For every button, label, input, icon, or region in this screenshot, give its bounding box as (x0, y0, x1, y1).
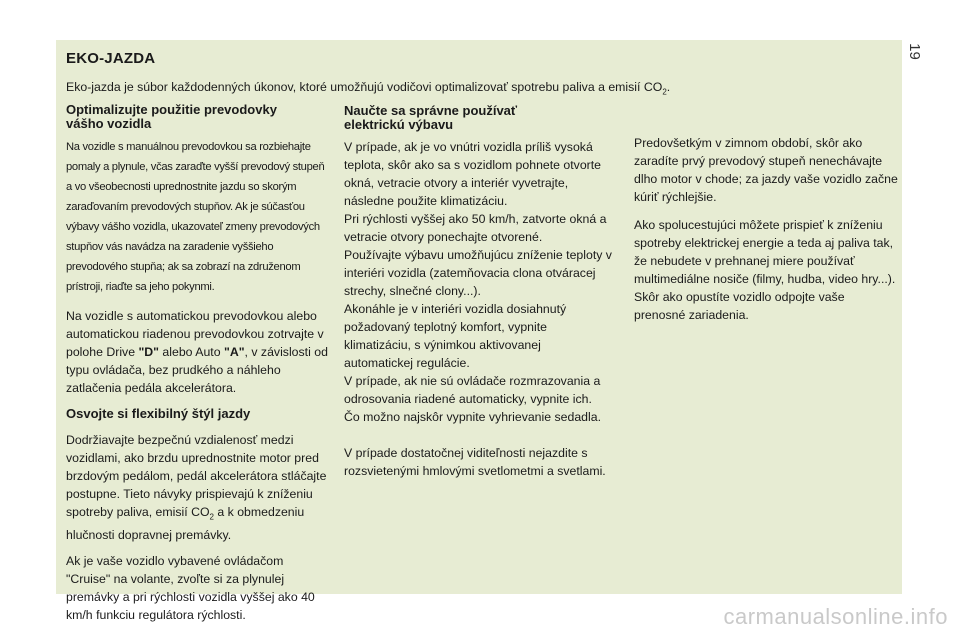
para-fog-lights: V prípade dostatočnej viditeľnosti nejazdite s rozsvietenými hmlovými svetlometmi a svetlami. (344, 446, 606, 478)
para-speed-50: Pri rýchlosti vyššej ako 50 km/h, zatvorte okná a vetracie otvory ponechajte otvorené. (344, 212, 607, 244)
para-unplug: Skôr ako opustíte vozidlo odpojte vaše prenosné zariadenia. (634, 290, 845, 322)
para-high-temp: V prípade, ak je vo vnútri vozidla príliš vysoká teplota, skôr ako sa s vozidlom pohnete otvorte okná, vetracie otvory a interiér vyvetrajte, následne použite klimatizáciu. (344, 140, 602, 208)
para-aircon-off: Akonáhle je v interiéri vozidla dosiahnutý požadovaný teplotný komfort, vypnite klimatizáciu, s výnimkou aktivovanej automatickej regulácie. (344, 302, 567, 370)
para-safe-distance: Dodržiavajte bezpečnú vzdialenosť medzi vozidlami, ako brzdu uprednostnite motor pred brzdovým pedálom, pedál akcelerátora stláčajte postupne. Tieto návyky prispievajú k zníženiu spotreby paliva, emisií $CO_2$ a k obmedzeniu hlučnosti dopravnej premávky. (66, 433, 327, 543)
para-winter: Predovšetkým v zimnom období, skôr ako zaradíte prvý prevodový stupeň nenechávajte dlho motor v chode; za jazdy vaše vozidlo začne kúriť rýchlejšie. (634, 136, 898, 204)
para-cooling-equipment: Používajte výbavu umožňujúcu zníženie teploty v interiéri vozidla (zatemňovacia clona otváracej strechy, slnečné clony...). (344, 248, 612, 298)
watermark: carmanualsonline.info (723, 604, 948, 629)
page-title: EKO-JAZDA (66, 50, 156, 67)
heading-electrical: Naučte sa správne používať elektrickú výbavu (344, 103, 518, 132)
column-3 (634, 134, 898, 324)
intro-text: Eko-jazda je súbor každodenných úkonov, ktoré umožňujú vodičovi optimalizovať spotrebu paliva a emisií $CO_2$. (66, 80, 671, 97)
heading-gearbox: Optimalizujte použitie prevodovky vášho vozidla (66, 102, 277, 131)
para-automatic-gearbox: Na vozidle s automatickou prevodovkou alebo automatickou riadenou prevodovkou zotrvajte v polohe Drive "D" alebo Auto "A", v závislosti od typu ovládača, bez prudkého a náhleho zatlačenia pedála akcelerátora. (66, 309, 328, 395)
para-cruise: Ak je vaše vozidlo vybavené ovládačom "Cruise" na volante, zvoľte si za plynulej premávky a pri rýchlosti vozidla vyššej ako 40 km/h funkciu regulátora rýchlosti. (66, 554, 315, 623)
column-1 (66, 103, 331, 624)
page-number: 19 (905, 43, 923, 60)
para-seat-heating: Čo možno najskôr vypnite vyhrievanie sedadla. (344, 410, 602, 424)
para-manual-gearbox: Na vozidle s manuálnou prevodovkou sa rozbiehajte pomaly a plynule, včas zaraďte vyšší prevodový stupeň a vo všeobecnosti uprednostnite jazdu so skorým zaraďovaním prevodových stupňov. Ak je súčasťou výbavy vášho vozidla, ukazovateľ zmeny prevodových stupňov vás navádza na zaradenie vyššieho prevodového stupňa; ak sa zobrazí na združenom prístroji, riaďte sa jeho pokynmi. (66, 141, 325, 293)
para-passenger: Ako spolucestujúci môžete prispieť k zníženiu spotreby elektrickej energie a teda aj paliva tak, že nebudete v prehnanej miere používať multimediálne nosiče (filmy, hudba, video hry...). (634, 218, 896, 286)
column-2 (344, 104, 612, 480)
para-defrost: V prípade, ak nie sú ovládače rozmrazovania a odrosovania riadené automaticky, vypnite ich. (344, 374, 601, 406)
heading-driving-style: Osvojte si flexibilný štýl jazdy (66, 406, 251, 421)
